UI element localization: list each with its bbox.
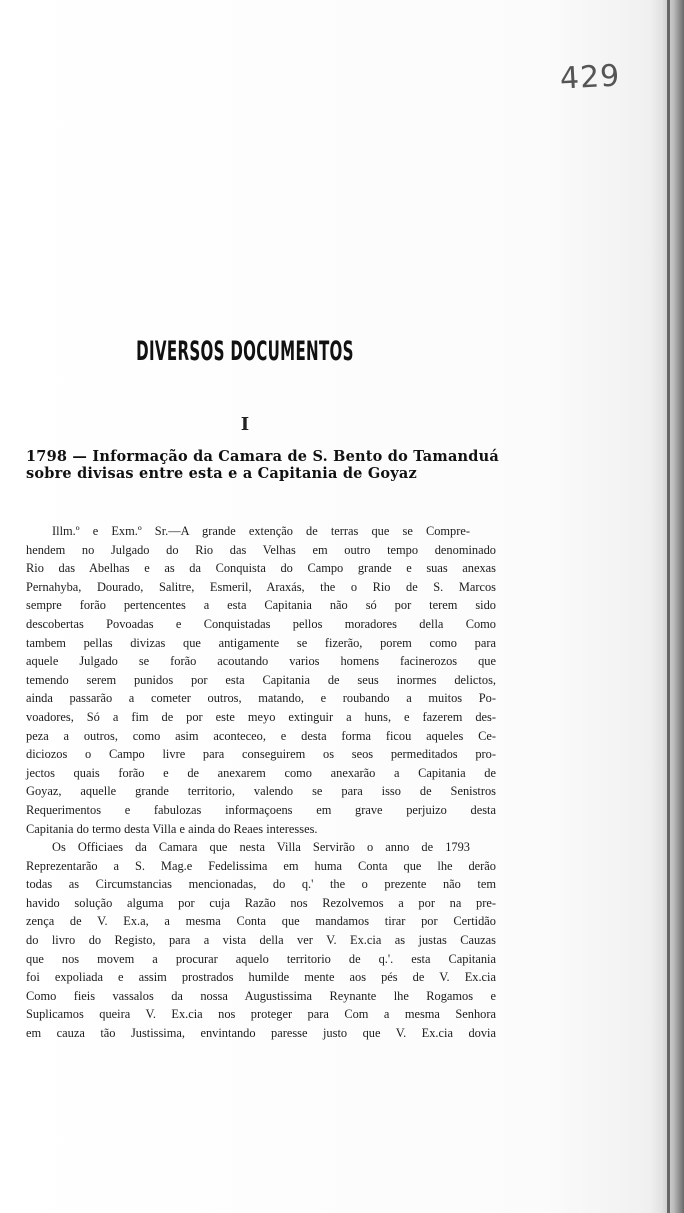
text-line: voadores, Só a fim de por este meyo extinguir a huns, e fazerem des- bbox=[26, 709, 496, 724]
page-binding-edge bbox=[667, 0, 670, 1213]
text-line: havido solução alguma por cuja Razão nos Rezolvemos a por na pre- bbox=[26, 895, 496, 910]
document-heading: 1798 — Informação da Camara de S. Bento do Tamanduá sobre divisas entre esta e a Capitania de Goyaz bbox=[26, 448, 499, 482]
text-line: tambem pellas divizas que antigamente se fizerão, porem como para bbox=[26, 635, 496, 650]
page-number: 429 bbox=[559, 58, 622, 97]
text-line: Illm.º e Exm.º Sr.—A grande extenção de terras que se Compre- bbox=[52, 524, 470, 538]
paragraph-1 bbox=[26, 522, 502, 838]
text-line: que nos movem a procurar aquelo territorio de q.'. esta Capitania bbox=[26, 951, 496, 966]
text-line: Capitania do termo desta Villa e ainda do Reaes interesses. bbox=[26, 821, 318, 836]
paragraph-2 bbox=[26, 838, 502, 1043]
text-line: Os Officiaes da Camara que nesta Villa Servirão o anno de 1793 bbox=[52, 840, 470, 855]
text-line: Pernahyba, Dourado, Salitre, Esmeril, Araxás, the o Rio de S. Marcos bbox=[26, 579, 496, 594]
text-line: Suplicamos queira V. Ex.cia nos proteger para Com a mesma Senhora bbox=[26, 1007, 496, 1022]
section-title: DIVERSOS DOCUMENTOS bbox=[136, 336, 354, 367]
text-line: em cauza tão Justissima, envintando paresse justo que V. Ex.cia dovia bbox=[26, 1026, 496, 1041]
text-line: hendem no Julgado do Rio das Velhas em outro tempo denominado bbox=[26, 542, 496, 557]
text-line: do livro do Registo, para a vista della ver V. Ex.cia as justas Cauzas bbox=[26, 933, 496, 948]
text-line: todas as Circumstancias mencionadas, do q.' the o prezente não tem bbox=[26, 877, 496, 892]
text-line: sempre forão pertencentes a esta Capitania não só por terem sido bbox=[26, 598, 496, 613]
text-line: foi expoliada e assim prostrados humilde mente aos pés de V. Ex.cia bbox=[26, 970, 496, 985]
text-line: Goyaz, aquelle grande territorio, valendo se para isso de Senistros bbox=[26, 784, 496, 799]
section-numeral: I bbox=[240, 414, 250, 435]
text-line: peza a outros, como asim aconteceo, e desta forma ficou aqueles Ce- bbox=[26, 728, 496, 743]
text-line: zença de V. Ex.a, a mesma Conta que mandamos tirar por Certidão bbox=[26, 914, 496, 929]
text-line: ainda passarão a cometer outros, matando, e roubando a muitos Po- bbox=[26, 691, 496, 706]
text-line: descobertas Povoadas e Conquistadas pellos moradores della Como bbox=[26, 616, 496, 631]
text-line: aquele Julgado se forão acoutando varios homens facinerozos que bbox=[26, 654, 496, 669]
text-line: Reprezentarão a S. Mag.e Fedelissima em huma Conta que lhe derão bbox=[26, 858, 496, 873]
body-text bbox=[26, 522, 502, 1043]
text-line: Como fieis vassalos da nossa Augustissima Reynante lhe Rogamos e bbox=[26, 988, 496, 1003]
text-line: diciozos o Campo livre para conseguirem os seos permeditados pro- bbox=[26, 747, 496, 762]
text-line: Requerimentos e fabulozas informaçoens em grave perjuizo desta bbox=[26, 802, 496, 817]
text-line: temendo serem punidos por esta Capitania de seus inormes delictos, bbox=[26, 672, 496, 687]
text-line: jectos quais forão e de anexarem como anexarão a Capitania de bbox=[26, 765, 496, 780]
text-line: Rio das Abelhas e as da Conquista do Campo grande e suas anexas bbox=[26, 561, 496, 576]
